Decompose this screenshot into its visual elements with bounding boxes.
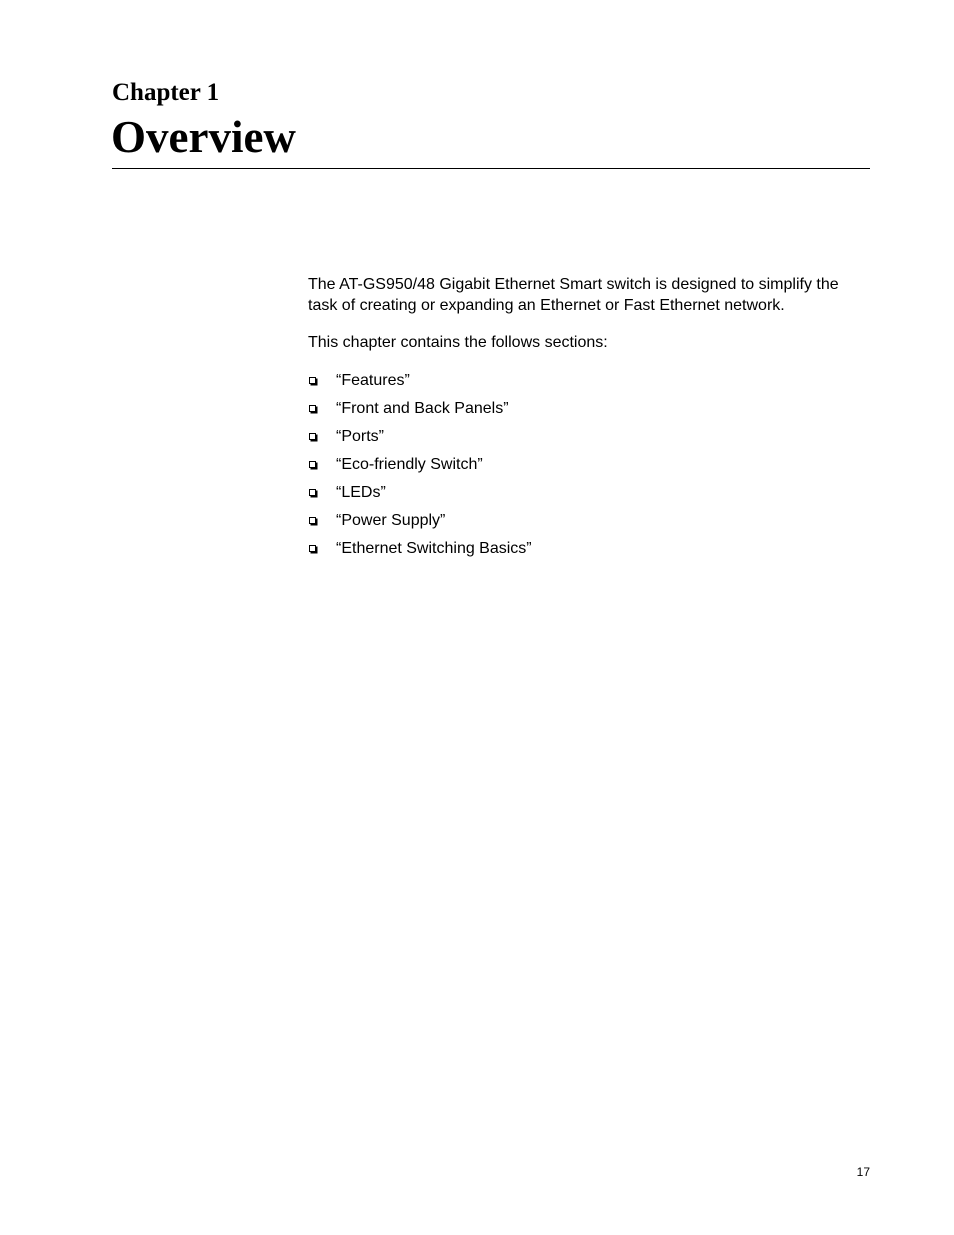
section-link-front-and-back-panels[interactable]: “Front and Back Panels” — [336, 400, 509, 417]
page-number: 17 — [856, 1165, 870, 1179]
chapter-label: Chapter 1 — [112, 79, 220, 106]
hollow-square-bullet-icon — [309, 377, 316, 384]
list-item — [308, 370, 870, 398]
list-item — [308, 426, 870, 454]
hollow-square-bullet-icon — [309, 405, 316, 412]
title-rule — [112, 168, 870, 169]
chapter-title: Overview — [111, 112, 296, 162]
section-link-eco-friendly-switch[interactable]: “Eco-friendly Switch” — [336, 456, 483, 473]
section-link-leds[interactable]: “LEDs” — [336, 484, 386, 501]
section-list — [308, 370, 870, 566]
hollow-square-bullet-icon — [309, 545, 316, 552]
list-item — [308, 510, 870, 538]
section-link-features[interactable]: “Features” — [336, 372, 410, 389]
hollow-square-bullet-icon — [309, 489, 316, 496]
hollow-square-bullet-icon — [309, 517, 316, 524]
section-link-power-supply[interactable]: “Power Supply” — [336, 512, 446, 529]
intro-paragraph: The AT-GS950/48 Gigabit Ethernet Smart switch is designed to simplify the task of creating or expanding an Ethernet or Fast Ethernet network. — [308, 276, 839, 314]
list-item — [308, 482, 870, 510]
section-link-ports[interactable]: “Ports” — [336, 428, 384, 445]
list-item — [308, 538, 870, 566]
list-item — [308, 454, 870, 482]
section-link-ethernet-switching-basics[interactable]: “Ethernet Switching Basics” — [336, 540, 532, 557]
hollow-square-bullet-icon — [309, 461, 316, 468]
lead-in-paragraph: This chapter contains the follows sections: — [308, 334, 608, 351]
list-item — [308, 398, 870, 426]
body-content — [308, 274, 870, 566]
hollow-square-bullet-icon — [309, 433, 316, 440]
